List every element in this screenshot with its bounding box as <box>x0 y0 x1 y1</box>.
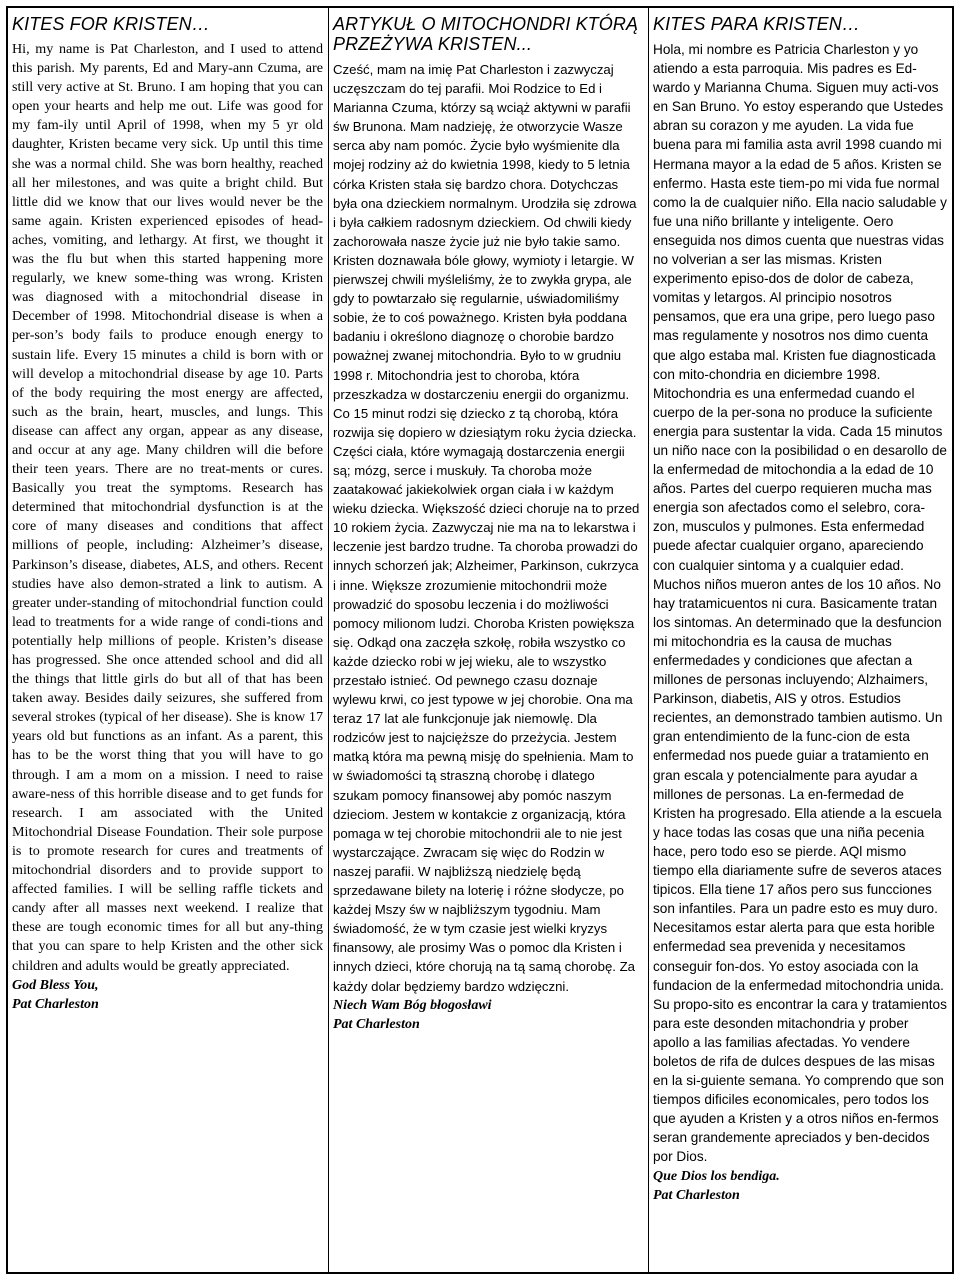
polish-body: Cześć, mam na imię Pat Charleston i zazwyczaj uczęszczam do tej parafii. Moi Rodzice to Ed i Marianna Czuma, którzy są wciąż aktywni w parafii św Brunona. Mam nadzieję, że otworzycie Wasze serca aby nam pomóc. Życie było wyśmienite dla mojej rodziny aż do kwietnia 1998, kiedy to 5 letnia córka Kristen stała się bardzo chora. Dotychczas była ona dzieckiem normalnym. Urodziła się zdrowa i była całkiem radosnym dzieckiem. Od chwili kiedy zachorowała nasze życie już nie było takie samo. Kristen doznawała bóle głowy, wymioty i letargie. W pierwszej chwili myśleliśmy, że to zwykła grypa, ale gdy to powtarzało się regularnie, uświadomiliśmy sobie, że to coś poważnego. Kristen była poddana badaniu i określono diagnozę o chorobie bardzo poważnej zwanej mitochondria. Było to w grudniu 1998 r. Mitochondria jest to choroba, która przeszkadza w dostarczeniu energii do organizmu. Co 15 minut rodzi się dziecko z tą chorobą, która rozwija się dopiero w dziesiątym roku życia dziecka. Części ciała, które wymagają dostarczenia energii są; mózg, serce i muskuły. Ta choroba może zaatakować jakiekolwiek organ ciała i w każdym wieku dziecka. Większość dzieci choruje na to przed 10 rokiem życia. Zazwyczaj nie ma na to lekarstwa i leczenie jest bardzo trudne. Ta choroba prowadzi do innych schorzeń jak; Alzheimer, Parkinson, cukrzyca i inne. Większe zrozumienie mitochondrii może prowadzić do sposobu leczenia i do możliwości pomocy milionom ludzi. Choroba Kristen powiększa się. Odkąd ona zaczęła szkołę, robiła wszystko co każde dziecko robi w jej wieku, ale to wszystko przestało istnieć. Od pewnego czasu doznaje wylewu krwi, co jest typowe w jej chorobie. Ona ma teraz 17 lat ale funkcjonuje jak niemowlę. Dla rodziców jest to najcięższe do przeżycia. Jestem matką która ma pewną misję do spełnienia. Mam to w świadomości tą straszną chorobę i dlatego szukam pomocy finansowej aby pomóc naszym dzieciom. Jestem w kontakcie z organizacją, która pomaga w tej chorobie mitochondrii ale to nie jest wystarczające. Zwracam się więc do Rodzin w naszej parafii. W najbliższą niedzielę będą sprzedawane bilety na loterię i różne słodycze, po każdej Mszy św w najbliższym tygodniu. Mam świadomość, że w tym czasie jest wielki kryzys finansowy, ale prosimy Was o pomoc dla Kristen i innych dzieci, które chorują na tą samą chorobę. Za każdy dolar będziemy bardzo wdzięczni. <box>333 62 640 994</box>
polish-column <box>328 8 648 1272</box>
english-body: Hi, my name is Pat Charleston, and I used to attend this parish. My parents, Ed and Mary-ann Czuma, are still very active at St. Bruno. I am hoping that you can open your hearts and help me out. Life was good for my fam-ily until April of 1998, when my 5 yr old daughter, Kristen became very sick. Up until this time she was a normal child. She was born healthy, reached all her milestones, and was quite a bright child. But little did we know that our lives would never be the same again. Kristen experienced episodes of head-aches, vomiting, and lethargy. At first, we thought it was the flu but when this started happening more regularly, we knew some-thing was wrong. Kristen was diagnosed with a mitochondrial disease in December of 1998. Mitochondrial disease is when a per-son’s body fails to produce enough energy to sustain life. Every 15 minutes a child is born with or will develop a mitochondrial disease by age 10. Parts of the body requiring the most energy are affected, such as the brain, heart, muscles, and lungs. This disease can affect any organ, appear as any disease, and occur at any age. Many children will die before their teen years. There are no treat-ments or cures. Basically you treat the symptoms. Research has determined that mitochondrial dysfunction is at the core of many diseases and conditions that affect millions of people, including: Alzheimer’s disease, Parkinson’s disease, diabetes, ALS, and others. Recent studies have also demon-strated a link to autism. A greater under-standing of mitochondrial function could lead to treatments for a wide range of condi-tions and potentially help millions of people. Kristen’s disease has progressed. She once attended school and did all the things that little girls do but all of that has been taken away. Besides daily seizures, she suffered from several strokes (typical of her disease). She is know 17 years old but functions as an infant. As a parent, this has to be the worst thing that you will have to go through. I am a mom on a mission. I need to raise aware-ness of this horrible disease and to get funds for research. I am associated with the United Mitochondrial Disease Foundation. Their sole purpose is to promote research for cures and treatments of mitochondrial disorders and to provide support to affected families. I will be selling raffle tickets and candy after all masses next weekend. I realize that these are tough economic times for all but any-thing that you can spare to help Kristen and the other sick children and adults would be greatly appreciated. <box>12 41 323 974</box>
english-title: KITES FOR KRISTEN… <box>12 14 210 34</box>
english-closing: God Bless You, <box>12 977 99 993</box>
spanish-closing: Que Dios los bendiga. <box>653 1168 780 1184</box>
polish-signature: Pat Charleston <box>333 1016 420 1032</box>
spanish-column <box>648 8 952 1272</box>
spanish-title: KITES PARA KRISTEN… <box>653 14 860 34</box>
english-column <box>8 8 328 1272</box>
spanish-body: Hola, mi nombre es Patricia Charleston y yo atiendo a esta parroquia. Mis padres es Ed-wardo y Marianna Chuma. Siguen muy acti-vos en San Bruno. Yo estoy esperando que Ustedes abran su corazon y me ayuden. La vida fue buena para mi familia asta avril 1998 cuando mi Hermana mayor a la edad de 5 años. Kristen se enfermo. Hasta este tiem-po mi vida fue normal como la de cualquier niño. Ella nacio saludable y fue una niño brillante y inteligente. Oero enseguida nos dimos cuenta que nuestras vidas no volverian a ser las mismas. Kristen experimento episo-dos de dolor de cabeza, vomitas y letargos. Al principio nosotros pensamos, que era una gripe, pero luego paso mas regulamente y nosotros nos dimo cuenta que algo estaba mal. Kristen fue diagnosticada con mito-chondria en diciembre 1998. Mitochondria es una enfermedad cuando el cuerpo de la per-sona no produce la suficiente energia para sustentar la vida. Cada 15 minutos un niño nace con la posibilidad o en desarollo de la enfermedad de mitochondia a la edad de 10 años. Partes del cuerpo requieren mucha mas energia son afectados como el selebro, cora-zon, musculos y pulmones. Esta enfermedad puede afectar cualquier organo, apareciendo con cualquier sintoma y a cualquier edad. Muchos niños mueron antes de los 10 años. No hay tratamicuentos ni cura. Basicamente tratan los sintomas. An determinado que la desfuncion mi mitochondria es la causa de muchas enfermedades y condiciones que afectan a millones de personas incluyendo; Alzhaimers, Parkinson, diabetis, AIS y otros. Estudios recientes, an demonstrado tambien autismo. Un gran entendimiento de la func-cion de esta enfermedad nos puede guiar a tratamiento en gran escala y potencialmente para ayudar a millones de personas. La en-fermedad de Kristen ha progresado. Ella atiende a la escuela y hace todas las cosas que una niña pecenia hace, pero todo eso se pierde. AQl mismo tiempo ella diariamente sufre de severos ataces tipicos. Ella tiene 17 años pero sus funcciones son infantiles. Para un padre esto es muy duro. Necesitamos estar alerta para que esta horible enfermedad sea prevenida y necesitamos conseguir fon-dos. Yo estoy asociada con la fundacion de la enfermedad mitochondria unida. Su propo-sito es encontrar la cara y tratamientos para este desonden mitachondria y prober apollo a las familias afectadas. Yo vendere boletos de rifa de dulces despues de las misas en la si-guiente semana. Yo comprendo que son tiempos dificiles economicales, pero todos los que ayuden a Kristen y a otros niños en-fermos seran grandemente apreciados y ben-decidos por Dios. <box>653 42 947 1165</box>
bulletin-page <box>6 6 954 1274</box>
polish-title: ARTYKUŁ O MITOCHONDRI KTÓRĄ PRZEŻYWA KRISTEN... <box>333 14 639 54</box>
polish-closing: Niech Wam Bóg błogosławi <box>333 997 492 1013</box>
english-signature: Pat Charleston <box>12 996 99 1012</box>
spanish-signature: Pat Charleston <box>653 1187 740 1203</box>
